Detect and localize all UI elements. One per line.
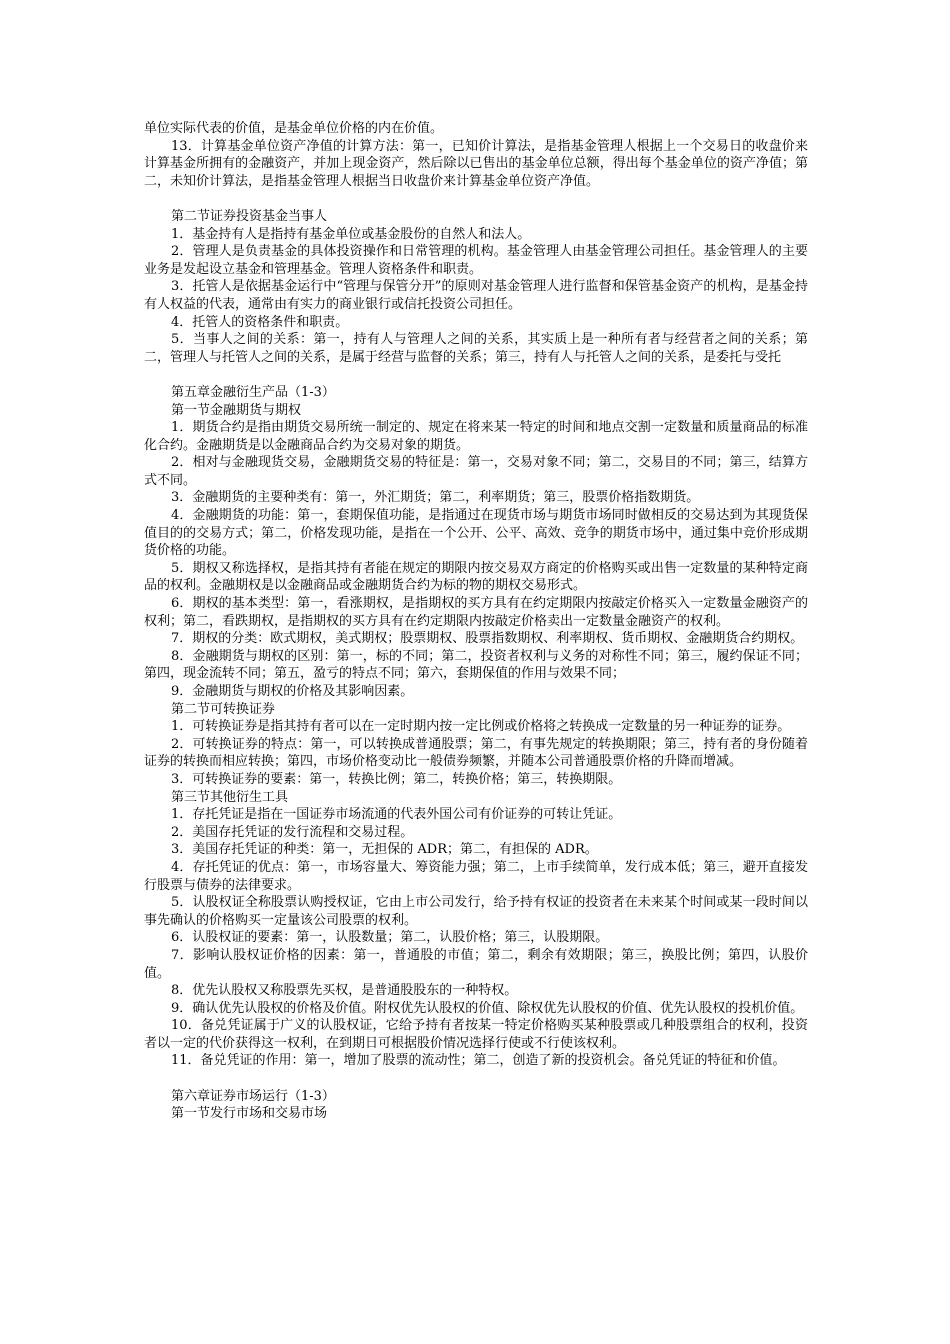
paragraph: 第一节发行市场和交易市场 bbox=[171, 1106, 328, 1122]
paragraph: 2．管理人是负责基金的具体投资操作和日常管理的机构。基金管理人由基金管理公司担任。基金管理人的主要业务是发起设立基金和管理基金。管理人资格条件和职责。 bbox=[144, 244, 808, 277]
paragraph: 3．金融期货的主要种类有：第一，外汇期货；第二，利率期货；第三，股票价格指数期货。 bbox=[171, 490, 700, 506]
paragraph: 7．影响认股权证价格的因素：第一，普通股的市值；第二，剩余有效期限；第三，换股比例；第四，认股价值。 bbox=[144, 947, 808, 981]
paragraph: 6．认股权证的要素：第一，认股数量；第二，认股价格；第三，认股期限。 bbox=[171, 930, 609, 946]
paragraph: 2．可转换证券的特点：第一，可以转换成普通股票；第二，有事先规定的转换期限；第三，持有者的身份随着证券的转换而相应转换；第四，市场价格变动比一般债券频繁，并随本公司普通股票价格的升降而增减。 bbox=[144, 736, 808, 770]
paragraph: 3．美国存托凭证的种类：第一，无担保的 ADR；第二，有担保的 ADR。 bbox=[171, 842, 598, 858]
paragraph: 4．存托凭证的优点：第一，市场容量大、筹资能力强；第二，上市手续简单，发行成本低；第三，避开直接发行股票与债券的法律要求。 bbox=[144, 859, 808, 893]
paragraph: 1．期货合约是指由期货交易所统一制定的、规定在将来某一特定的时间和地点交割一定数量和质量商品的标准化合约。金融期货是以金融商品合约为交易对象的期货。 bbox=[144, 420, 808, 453]
paragraph-gap bbox=[144, 190, 808, 208]
paragraph: 6．期权的基本类型：第一，看涨期权，是指期权的买方具有在约定期限内按敲定价格买入一定数量金融资产的权利；第二，看跌期权，是指期权的买方具有在约定期限内按敲定价格卖出一定数量金融资产的权利。 bbox=[144, 596, 808, 629]
paragraph: 10．备兑凭证属于广义的认股权证，它给予持有者按某一特定价格购买某种股票或几种股票组合的权利，投资者以一定的代价获得这一权利，在到期日可根据股价情况选择行使或不行使该权利。 bbox=[144, 1018, 808, 1051]
paragraph: 第一节金融期货与期权 bbox=[171, 402, 302, 418]
paragraph-gap bbox=[144, 366, 808, 384]
paragraph: 2．相对与金融现货交易，金融期货交易的特征是：第一，交易对象不同；第二，交易目的不同；第三，结算方式不同。 bbox=[144, 455, 808, 488]
document-page bbox=[144, 120, 808, 1123]
paragraph: 5．认股权证全称股票认购授权证，它由上市公司发行，给予持有权证的投资者在未来某个时间或某一段时间以事先确认的价格购买一定量该公司股票的权利。 bbox=[144, 895, 808, 928]
paragraph: 1．可转换证券是指其持有者可以在一定时期内按一定比例或价格将之转换成一定数量的另一种证券的证券。 bbox=[171, 719, 791, 735]
paragraph: 4．托管人的资格条件和职责。 bbox=[171, 314, 349, 330]
paragraph: 4．金融期货的功能：第一，套期保值功能，是指通过在现货市场与期货市场同时做相反的交易达到为其现货保值目的的交易方式；第二，价格发现功能，是指在一个公开、公平、高效、竞争的期货市场中，通过集中竞价形成期货价格的功能。 bbox=[144, 508, 808, 559]
paragraph: 1．存托凭证是指在一国证券市场流通的代表外国公司有价证券的可转让凭证。 bbox=[171, 807, 622, 823]
paragraph: 1．基金持有人是指持有基金单位或基金股份的自然人和法人。 bbox=[171, 226, 531, 242]
paragraph: 8．金融期货与期权的区别：第一，标的不同；第二，投资者权利与义务的对称性不同；第三，履约保证不同；第四，现金流转不同；第五，盈亏的特点不同；第六，套期保值的作用与效果不同； bbox=[144, 648, 808, 682]
paragraph: 7．期权的分类：欧式期权，美式期权；股票期权、股票指数期权、利率期权、货币期权、金融期货合约期权。 bbox=[171, 631, 804, 647]
paragraph-gap bbox=[144, 1070, 808, 1088]
paragraph: 5．当事人之间的关系：第一，持有人与管理人之间的关系，其实质上是一种所有者与经营者之间的关系；第二，管理人与托管人之间的关系，是属于经营与监督的关系；第三，持有人与托管人之间的关系，是委托与受托 bbox=[144, 332, 808, 365]
paragraph: 3．托管人是依据基金运行中“管理与保管分开”的原则对基金管理人进行监督和保管基金资产的机构，是基金持有人权益的代表，通常由有实力的商业银行或信托投资公司担任。 bbox=[144, 279, 808, 312]
paragraph: 2．美国存托凭证的发行流程和交易过程。 bbox=[171, 824, 414, 840]
paragraph: 5．期权又称选择权，是指其持有者能在规定的期限内按交易双方商定的价格购买或出售一定数量的某种特定商品的权利。金融期权是以金融商品或金融期货合约为标的物的期权交易形式。 bbox=[144, 560, 808, 594]
paragraph: 第五章金融衍生产品（1-3） bbox=[171, 384, 335, 400]
paragraph: 11．备兑凭证的作用：第一，增加了股票的流动性；第二，创造了新的投资机会。备兑凭证的特征和价值。 bbox=[171, 1053, 786, 1069]
paragraph: 13．计算基金单位资产净值的计算方法：第一，已知价计算法，是指基金管理人根据上一个交易日的收盘价来计算基金所拥有的金融资产，并加上现金资产，然后除以已售出的基金单位总额，得出每个基金单位的资产净值；第二，未知价计算法，是指基金管理人根据当日收盘价来计算基金单位资产净值。 bbox=[144, 138, 808, 189]
paragraph: 第六章证券市场运行（1-3） bbox=[171, 1088, 335, 1104]
paragraph: 3．可转换证券的要素：第一，转换比例；第二，转换价格；第三，转换期限。 bbox=[171, 771, 622, 787]
paragraph: 8．优先认股权又称股票先买权，是普通股股东的一种特权。 bbox=[171, 983, 518, 999]
paragraph: 9．金融期货与期权的价格及其影响因素。 bbox=[171, 684, 414, 699]
paragraph: 第三节其他衍生工具 bbox=[171, 789, 289, 805]
paragraph: 第二节可转换证券 bbox=[171, 701, 276, 717]
paragraph: 第二节证券投资基金当事人 bbox=[171, 208, 328, 224]
paragraph: 9．确认优先认股权的价格及价值。附权优先认股权的价值、除权优先认股权的价值、优先认股权的投机价值。 bbox=[171, 1000, 804, 1016]
paragraph: 单位实际代表的价值，是基金单位价格的内在价值。 bbox=[144, 121, 444, 136]
